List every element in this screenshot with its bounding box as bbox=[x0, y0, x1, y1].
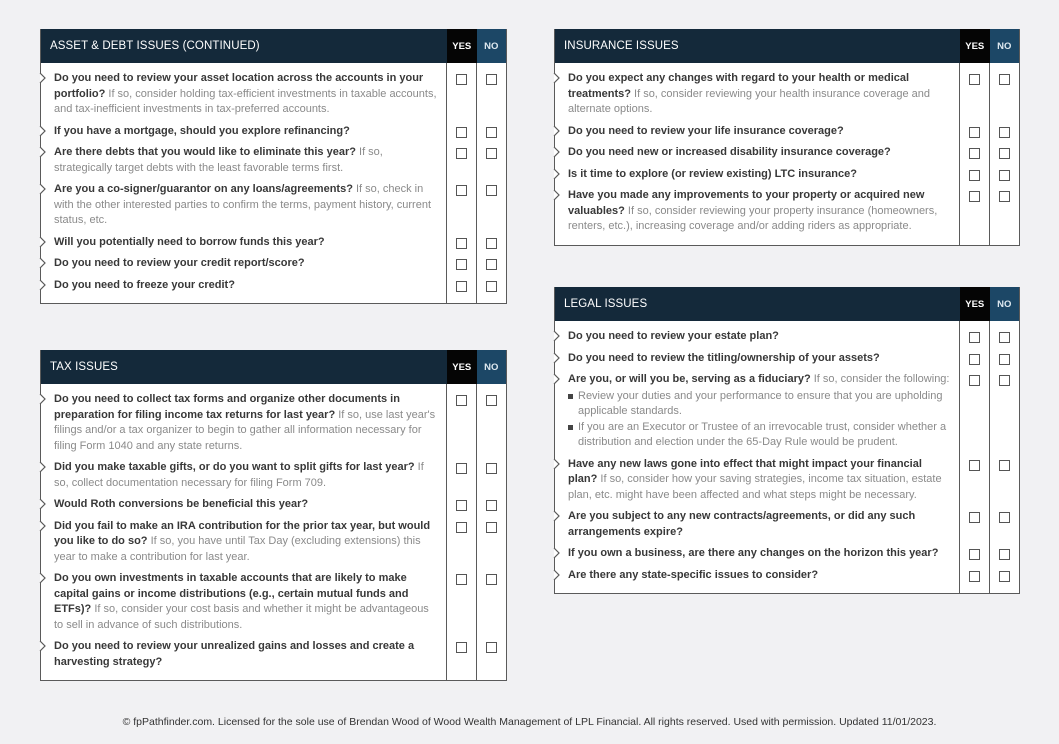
question-heading: Did you fail to make an IRA contribution for the prior tax year, but would you like to do so? bbox=[54, 519, 431, 547]
question-heading: Are there any state-specific issues to consider? bbox=[568, 568, 819, 581]
chevron-right-icon bbox=[553, 353, 561, 363]
chevron-right-icon bbox=[39, 147, 47, 157]
yes-checkbox[interactable] bbox=[969, 354, 980, 365]
no-cell bbox=[477, 497, 507, 513]
yes-checkbox[interactable] bbox=[456, 522, 467, 533]
chevron-right-icon bbox=[39, 184, 47, 194]
no-cell bbox=[990, 509, 1020, 540]
yes-checkbox[interactable] bbox=[456, 185, 467, 196]
question-row bbox=[555, 349, 1019, 371]
question-text bbox=[555, 124, 960, 140]
yes-checkbox[interactable] bbox=[969, 460, 980, 471]
no-checkbox[interactable] bbox=[999, 127, 1010, 138]
no-checkbox[interactable] bbox=[486, 281, 497, 292]
no-cell bbox=[990, 188, 1020, 235]
question-row bbox=[41, 569, 506, 637]
no-checkbox[interactable] bbox=[999, 191, 1010, 202]
no-column-header: NO bbox=[990, 287, 1020, 321]
question-detail: If so, you have until Tax Day (excluding extensions) this year to make a contribution for last year. bbox=[54, 535, 421, 563]
question-text bbox=[41, 182, 447, 229]
question-row bbox=[41, 122, 506, 144]
yes-cell bbox=[960, 167, 990, 183]
question-text bbox=[555, 372, 960, 451]
no-cell bbox=[990, 124, 1020, 140]
question-heading: Would Roth conversions be beneficial this year? bbox=[54, 498, 309, 510]
question-heading: Will you potentially need to borrow funds this year? bbox=[54, 235, 325, 248]
chevron-right-icon bbox=[39, 126, 47, 136]
question-text bbox=[41, 124, 447, 140]
question-detail: If so, strategically target debts with the least favorable terms first. bbox=[54, 146, 383, 174]
question-row bbox=[555, 143, 1019, 165]
question-heading: Do you need to review the titling/ownership of your assets? bbox=[568, 351, 880, 364]
question-row bbox=[41, 390, 506, 458]
question-row bbox=[555, 566, 1019, 588]
yes-checkbox[interactable] bbox=[456, 395, 467, 406]
yes-checkbox[interactable] bbox=[456, 148, 467, 159]
no-checkbox[interactable] bbox=[999, 74, 1010, 85]
question-text bbox=[555, 167, 960, 183]
question-row bbox=[555, 186, 1019, 239]
question-text bbox=[41, 519, 447, 566]
no-cell bbox=[477, 235, 507, 251]
no-checkbox[interactable] bbox=[999, 571, 1010, 582]
question-text bbox=[555, 329, 960, 345]
no-column-header: NO bbox=[477, 350, 507, 384]
bullet-list bbox=[568, 389, 954, 451]
question-detail: If so, consider holding tax-efficient investments in taxable accounts, and tax-inefficient investments in tax-preferred accounts. bbox=[54, 87, 437, 115]
no-cell bbox=[477, 392, 507, 454]
question-row bbox=[41, 180, 506, 233]
no-checkbox[interactable] bbox=[486, 74, 497, 85]
question-heading: Are you subject to any new contracts/agreements, or did any such arrangements expire? bbox=[568, 510, 916, 538]
question-detail: If so, consider your cost basis and whether it might be advantageous to sell in advance of such distributions. bbox=[54, 603, 429, 631]
yes-checkbox[interactable] bbox=[456, 500, 467, 511]
chevron-right-icon bbox=[39, 258, 47, 268]
yes-cell bbox=[447, 460, 477, 491]
question-text bbox=[555, 457, 960, 504]
chevron-right-icon bbox=[553, 331, 561, 341]
question-detail: If so, consider reviewing your property insurance (homeowners, renters, etc.), increasing coverage and/or adding riders as appropriate. bbox=[568, 204, 938, 232]
chevron-right-icon bbox=[39, 73, 47, 83]
question-row bbox=[41, 458, 506, 495]
yes-cell bbox=[447, 235, 477, 251]
question-row bbox=[555, 455, 1019, 508]
panel-header bbox=[555, 29, 1019, 63]
chevron-right-icon bbox=[553, 570, 561, 580]
no-checkbox[interactable] bbox=[999, 549, 1010, 560]
yes-checkbox[interactable] bbox=[969, 375, 980, 386]
question-row bbox=[41, 276, 506, 298]
question-heading: Have any new laws gone into effect that might impact your financial plan? bbox=[568, 457, 922, 485]
no-checkbox[interactable] bbox=[999, 354, 1010, 365]
yes-cell bbox=[447, 145, 477, 176]
question-heading: Do you need to freeze your credit? bbox=[54, 278, 235, 291]
no-cell bbox=[990, 71, 1020, 118]
yes-checkbox[interactable] bbox=[969, 332, 980, 343]
chevron-right-icon bbox=[553, 126, 561, 136]
asset-debt-issues-panel bbox=[40, 29, 507, 304]
yes-cell bbox=[960, 372, 990, 451]
no-cell bbox=[477, 278, 507, 294]
question-detail: If so, use last year's filings and/or a tax organizer to begin to gather all information necessary for filing Form 1040 and any state returns. bbox=[54, 408, 436, 452]
yes-cell bbox=[960, 546, 990, 562]
legal-issues-panel bbox=[554, 287, 1020, 594]
yes-cell bbox=[960, 145, 990, 161]
question-list bbox=[555, 321, 1019, 593]
no-checkbox[interactable] bbox=[999, 375, 1010, 386]
no-cell bbox=[990, 372, 1020, 451]
question-row bbox=[555, 327, 1019, 349]
chevron-right-icon bbox=[553, 459, 561, 469]
no-column-header: NO bbox=[477, 29, 507, 63]
question-row bbox=[41, 254, 506, 276]
section-title: INSURANCE ISSUES bbox=[564, 40, 679, 52]
question-text bbox=[555, 546, 960, 562]
yes-cell bbox=[447, 71, 477, 118]
yes-checkbox[interactable] bbox=[969, 127, 980, 138]
yes-cell bbox=[447, 182, 477, 229]
question-text bbox=[555, 145, 960, 161]
question-heading: Have you made any improvements to your property or acquired new valuables? bbox=[568, 189, 925, 217]
no-cell bbox=[477, 124, 507, 140]
bullet-item: If you are an Executor or Trustee of an irrevocable trust, consider whether a distribution and election under the 65-Day Rule would be prudent. bbox=[568, 420, 954, 451]
question-heading: If you own a business, are there any changes on the horizon this year? bbox=[568, 547, 939, 559]
yes-checkbox[interactable] bbox=[456, 574, 467, 585]
chevron-right-icon bbox=[39, 237, 47, 247]
yes-cell bbox=[960, 351, 990, 367]
question-heading: Do you need new or increased disability insurance coverage? bbox=[568, 146, 891, 158]
question-row bbox=[555, 544, 1019, 566]
yes-cell bbox=[447, 497, 477, 513]
question-text bbox=[555, 568, 960, 584]
yes-cell bbox=[960, 71, 990, 118]
question-text bbox=[555, 188, 960, 235]
question-heading: Are there debts that you would like to eliminate this year? bbox=[54, 146, 356, 158]
question-text bbox=[41, 145, 447, 176]
section-title: LEGAL ISSUES bbox=[564, 298, 648, 310]
question-text bbox=[41, 278, 447, 294]
no-cell bbox=[990, 546, 1020, 562]
no-cell bbox=[990, 167, 1020, 183]
question-heading: Do you need to review your credit report/score? bbox=[54, 257, 305, 269]
question-row bbox=[41, 143, 506, 180]
question-row bbox=[41, 517, 506, 570]
question-text bbox=[41, 235, 447, 251]
question-heading: Do you need to review your unrealized gains and losses and create a harvesting strategy? bbox=[54, 640, 415, 668]
chevron-right-icon bbox=[553, 73, 561, 83]
no-checkbox[interactable] bbox=[486, 642, 497, 653]
chevron-right-icon bbox=[553, 548, 561, 558]
yes-column-header: YES bbox=[447, 350, 477, 384]
yes-cell bbox=[960, 509, 990, 540]
yes-checkbox[interactable] bbox=[969, 549, 980, 560]
question-row bbox=[555, 507, 1019, 544]
yes-checkbox[interactable] bbox=[969, 170, 980, 181]
question-row bbox=[555, 370, 1019, 455]
yes-checkbox[interactable] bbox=[969, 148, 980, 159]
yes-checkbox[interactable] bbox=[456, 281, 467, 292]
no-checkbox[interactable] bbox=[999, 170, 1010, 181]
question-row bbox=[555, 122, 1019, 144]
yes-cell bbox=[447, 124, 477, 140]
chevron-right-icon bbox=[553, 374, 561, 384]
question-row bbox=[555, 69, 1019, 122]
question-text bbox=[41, 392, 447, 454]
insurance-issues-panel bbox=[554, 29, 1020, 246]
no-cell bbox=[990, 351, 1020, 367]
question-text bbox=[41, 256, 447, 272]
section-title: ASSET & DEBT ISSUES (CONTINUED) bbox=[50, 40, 260, 52]
chevron-right-icon bbox=[39, 499, 47, 509]
yes-cell bbox=[960, 329, 990, 345]
panel-header bbox=[41, 350, 506, 384]
chevron-right-icon bbox=[39, 573, 47, 583]
no-cell bbox=[477, 519, 507, 566]
chevron-right-icon bbox=[553, 147, 561, 157]
yes-checkbox[interactable] bbox=[456, 463, 467, 474]
yes-cell bbox=[960, 457, 990, 504]
yes-checkbox[interactable] bbox=[456, 259, 467, 270]
no-checkbox[interactable] bbox=[486, 574, 497, 585]
no-checkbox[interactable] bbox=[486, 522, 497, 533]
yes-cell bbox=[447, 256, 477, 272]
no-checkbox[interactable] bbox=[486, 463, 497, 474]
no-cell bbox=[990, 329, 1020, 345]
yes-cell bbox=[447, 639, 477, 670]
question-detail: If so, consider the following: bbox=[810, 373, 950, 385]
question-detail: If so, collect documentation necessary for filing Form 709. bbox=[54, 461, 424, 489]
copyright-footer: © fpPathfinder.com. Licensed for the sole use of Brendan Wood of Wood Wealth Management of LPL Financial. All rights reserved. Used with permission. Updated 11/01/2023. bbox=[122, 716, 937, 728]
no-cell bbox=[990, 145, 1020, 161]
chevron-right-icon bbox=[553, 190, 561, 200]
yes-checkbox[interactable] bbox=[969, 74, 980, 85]
no-checkbox[interactable] bbox=[486, 148, 497, 159]
chevron-right-icon bbox=[39, 462, 47, 472]
question-heading: Do you need to review your estate plan? bbox=[568, 330, 779, 342]
yes-column-header: YES bbox=[960, 29, 990, 63]
yes-column-header: YES bbox=[960, 287, 990, 321]
yes-cell bbox=[960, 124, 990, 140]
question-text bbox=[555, 71, 960, 118]
no-checkbox[interactable] bbox=[999, 460, 1010, 471]
yes-column-header: YES bbox=[447, 29, 477, 63]
question-heading: Do you need to review your life insurance coverage? bbox=[568, 124, 844, 137]
no-cell bbox=[477, 460, 507, 491]
no-cell bbox=[477, 145, 507, 176]
question-row bbox=[41, 233, 506, 255]
question-heading: Do you need to review your asset location across the accounts in your portfolio? bbox=[54, 72, 424, 100]
no-checkbox[interactable] bbox=[486, 500, 497, 511]
question-heading: Are you a co-signer/guarantor on any loans/agreements? bbox=[54, 183, 353, 195]
question-text bbox=[555, 509, 960, 540]
no-checkbox[interactable] bbox=[999, 332, 1010, 343]
question-row bbox=[41, 495, 506, 517]
yes-cell bbox=[447, 278, 477, 294]
question-text bbox=[41, 460, 447, 491]
question-row bbox=[41, 637, 506, 674]
no-column-header: NO bbox=[990, 29, 1020, 63]
no-checkbox[interactable] bbox=[486, 259, 497, 270]
question-text bbox=[555, 351, 960, 367]
no-checkbox[interactable] bbox=[999, 512, 1010, 523]
panel-header bbox=[41, 29, 506, 63]
yes-checkbox[interactable] bbox=[969, 512, 980, 523]
yes-checkbox[interactable] bbox=[456, 642, 467, 653]
question-heading: If you have a mortgage, should you explore refinancing? bbox=[54, 124, 350, 137]
chevron-right-icon bbox=[39, 280, 47, 290]
tax-issues-panel bbox=[40, 350, 507, 681]
panel-header bbox=[555, 287, 1019, 321]
yes-checkbox[interactable] bbox=[969, 191, 980, 202]
question-list bbox=[41, 63, 506, 303]
yes-checkbox[interactable] bbox=[456, 127, 467, 138]
question-heading: Do you expect any changes with regard to your health or medical treatments? bbox=[568, 72, 910, 100]
question-heading: Did you make taxable gifts, or do you want to split gifts for last year? bbox=[54, 461, 415, 473]
bullet-item: Review your duties and your performance to ensure that you are upholding applicable standards. bbox=[568, 389, 954, 420]
section-title: TAX ISSUES bbox=[50, 361, 118, 373]
no-checkbox[interactable] bbox=[486, 185, 497, 196]
chevron-right-icon bbox=[39, 521, 47, 531]
question-text bbox=[41, 639, 447, 670]
yes-checkbox[interactable] bbox=[456, 74, 467, 85]
no-cell bbox=[990, 568, 1020, 584]
question-detail: If so, consider how your saving strategies, income tax situation, estate plan, etc. might have been affected and what steps might be necessary. bbox=[568, 473, 942, 501]
question-text bbox=[41, 571, 447, 633]
question-detail: If so, check in with the other interested parties to confirm the terms, payment history, current status, etc. bbox=[54, 183, 432, 226]
no-cell bbox=[990, 457, 1020, 504]
yes-checkbox[interactable] bbox=[969, 571, 980, 582]
question-row bbox=[555, 165, 1019, 187]
yes-cell bbox=[447, 571, 477, 633]
no-cell bbox=[477, 71, 507, 118]
question-list bbox=[41, 384, 506, 680]
question-text bbox=[41, 71, 447, 118]
question-text bbox=[41, 497, 447, 513]
no-checkbox[interactable] bbox=[486, 127, 497, 138]
chevron-right-icon bbox=[553, 511, 561, 521]
no-cell bbox=[477, 639, 507, 670]
yes-checkbox[interactable] bbox=[456, 238, 467, 249]
yes-cell bbox=[960, 568, 990, 584]
yes-cell bbox=[447, 392, 477, 454]
question-heading: Do you need to collect tax forms and organize other documents in preparation for filing income tax returns for last year? bbox=[54, 393, 400, 421]
question-list bbox=[555, 63, 1019, 245]
yes-cell bbox=[960, 188, 990, 235]
no-cell bbox=[477, 571, 507, 633]
question-heading: Are you, or will you be, serving as a fiduciary? bbox=[568, 373, 811, 385]
no-cell bbox=[477, 256, 507, 272]
question-heading: Is it time to explore (or review existing) LTC insurance? bbox=[568, 167, 857, 180]
chevron-right-icon bbox=[39, 641, 47, 651]
question-row bbox=[41, 69, 506, 122]
chevron-right-icon bbox=[39, 394, 47, 404]
yes-cell bbox=[447, 519, 477, 566]
question-detail: If so, consider reviewing your health insurance coverage and alternate options. bbox=[568, 87, 930, 115]
no-checkbox[interactable] bbox=[999, 148, 1010, 159]
no-checkbox[interactable] bbox=[486, 238, 497, 249]
question-heading: Do you own investments in taxable accounts that are likely to make capital gains or income distributions (e.g., certain mutual funds and ETFs)? bbox=[54, 572, 409, 615]
no-cell bbox=[477, 182, 507, 229]
chevron-right-icon bbox=[553, 169, 561, 179]
no-checkbox[interactable] bbox=[486, 395, 497, 406]
